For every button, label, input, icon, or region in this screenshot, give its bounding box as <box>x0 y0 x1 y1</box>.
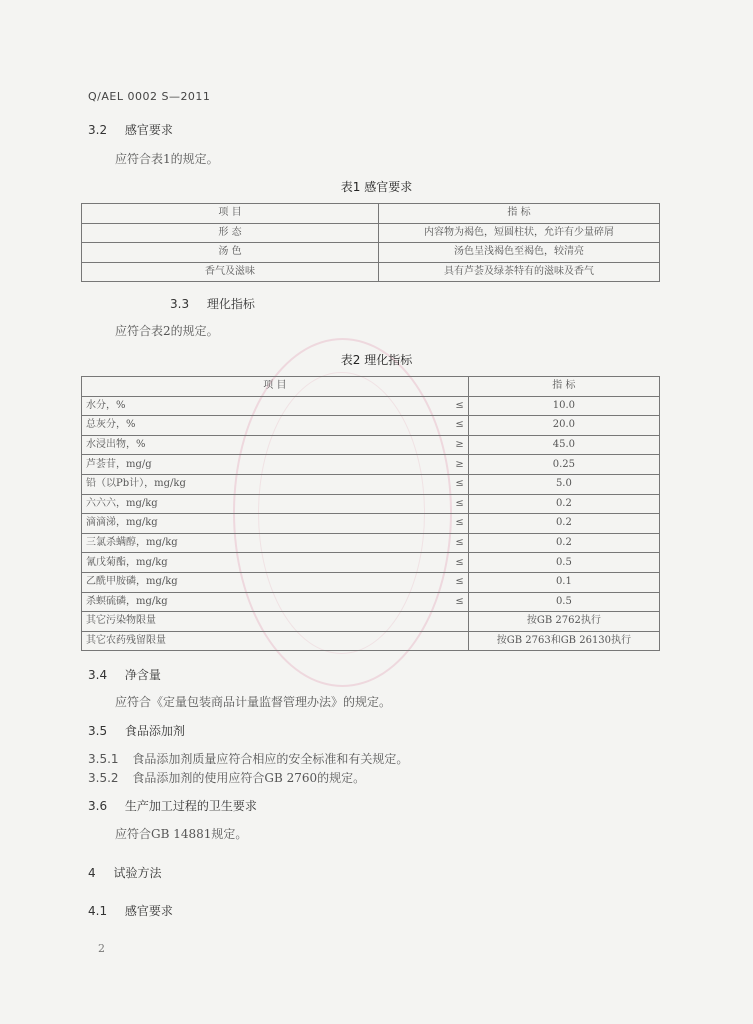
section-3-3-heading <box>170 295 255 312</box>
section-title: 理化指标 <box>206 297 255 311</box>
table-cell: 铅（以Pb计），mg/kg <box>82 474 440 494</box>
table-cell: 汤色呈浅褐色至褐色，较清亮 <box>379 243 660 263</box>
table-cell: ≤ <box>440 533 469 553</box>
table-cell: 0.5 <box>468 553 659 573</box>
table-row <box>82 631 660 651</box>
section-title: 食品添加剂 <box>124 724 185 738</box>
section-3-3-text: 应符合表2的规定。 <box>115 324 219 338</box>
table-cell: 总灰分，% <box>82 416 440 436</box>
section-title: 净含量 <box>124 668 161 682</box>
table-cell: 形 态 <box>82 223 379 243</box>
clause-text: 食品添加剂的使用应符合GB 2760的规定。 <box>132 771 366 785</box>
table-cell: 0.5 <box>468 592 659 612</box>
section-title: 试验方法 <box>113 866 162 880</box>
section-number: 3.4 <box>88 668 108 682</box>
section-title: 感官要求 <box>124 123 173 137</box>
table-cell: 氰戊菊酯，mg/kg <box>82 553 440 573</box>
table-cell: 三氯杀螨醇，mg/kg <box>82 533 440 553</box>
table-cell: ≥ <box>440 455 469 475</box>
table-cell: 0.25 <box>468 455 659 475</box>
table-row <box>82 592 660 612</box>
clause-3-5-1 <box>88 750 408 767</box>
section-4-heading <box>88 864 161 881</box>
table-cell: 按GB 2763和GB 26130执行 <box>468 631 659 651</box>
table-cell: 0.2 <box>468 533 659 553</box>
table-row <box>82 514 660 534</box>
table-cell: 汤 色 <box>82 243 379 263</box>
table-header-row <box>82 377 660 397</box>
table-cell: 45.0 <box>468 435 659 455</box>
clause-number: 3.5.1 <box>88 752 119 766</box>
table-row <box>82 416 660 436</box>
table-row <box>82 474 660 494</box>
clause-text: 食品添加剂质量应符合相应的安全标准和有关规定。 <box>132 752 409 766</box>
table-row <box>82 572 660 592</box>
section-3-6-text: 应符合GB 14881规定。 <box>115 827 248 841</box>
table-cell: ≤ <box>440 416 469 436</box>
table-cell: 滴滴涕，mg/kg <box>82 514 440 534</box>
table-cell: ≤ <box>440 592 469 612</box>
table1-sensory <box>81 203 660 282</box>
table-cell: 水浸出物，% <box>82 435 440 455</box>
table-cell: 0.1 <box>468 572 659 592</box>
table-cell: ≤ <box>440 396 469 416</box>
table-row <box>82 533 660 553</box>
section-number: 3.6 <box>88 799 108 813</box>
table-cell: 10.0 <box>468 396 659 416</box>
table-row <box>82 455 660 475</box>
table-cell: 香气及滋味 <box>82 262 379 282</box>
section-3-4-heading <box>88 666 161 683</box>
table-cell: 杀螟硫磷，mg/kg <box>82 592 440 612</box>
section-title: 感官要求 <box>124 904 173 918</box>
section-number: 3.3 <box>170 297 190 311</box>
table-cell: ≤ <box>440 474 469 494</box>
table1-caption: 表1 感官要求 <box>340 180 413 194</box>
section-4-1-heading <box>88 902 173 919</box>
section-number: 3.2 <box>88 123 108 137</box>
table-row <box>82 243 660 263</box>
section-number: 4.1 <box>88 904 108 918</box>
table-row <box>82 612 660 632</box>
section-3-2-text: 应符合表1的规定。 <box>115 152 219 166</box>
table-row <box>82 435 660 455</box>
table-row <box>82 223 660 243</box>
table-row <box>82 396 660 416</box>
table-cell: 其它污染物限量 <box>82 612 469 632</box>
section-3-4-text: 应符合《定量包装商品计量监督管理办法》的规定。 <box>115 695 392 709</box>
standard-code: Q/AEL 0002 S—2011 <box>88 90 211 103</box>
table-cell: 0.2 <box>468 514 659 534</box>
table-cell: ≤ <box>440 572 469 592</box>
table2-physicochemical <box>81 376 660 651</box>
section-title: 生产加工过程的卫生要求 <box>124 799 257 813</box>
table-cell: ≥ <box>440 435 469 455</box>
table-cell: 水分，% <box>82 396 440 416</box>
table-cell: 内容物为褐色，短圆柱状，允许有少量碎屑 <box>379 223 660 243</box>
section-number: 3.5 <box>88 724 108 738</box>
table-cell: 具有芦荟及绿茶特有的滋味及香气 <box>379 262 660 282</box>
table-row <box>82 262 660 282</box>
table-header-cell: 项 目 <box>82 377 469 397</box>
section-3-2-heading <box>88 121 173 138</box>
table-row <box>82 553 660 573</box>
table-cell: ≤ <box>440 494 469 514</box>
table-header-row <box>82 204 660 224</box>
table-cell: 0.2 <box>468 494 659 514</box>
table2-caption: 表2 理化指标 <box>340 353 413 367</box>
clause-3-5-2 <box>88 769 365 786</box>
page-number: 2 <box>98 942 105 955</box>
table-header-cell: 指 标 <box>379 204 660 224</box>
table-cell: 六六六，mg/kg <box>82 494 440 514</box>
table-header-cell: 项 目 <box>82 204 379 224</box>
table-cell: ≤ <box>440 553 469 573</box>
section-3-5-heading <box>88 722 185 739</box>
table-cell: 20.0 <box>468 416 659 436</box>
table-row <box>82 494 660 514</box>
table-cell: 其它农药残留限量 <box>82 631 469 651</box>
clause-number: 3.5.2 <box>88 771 119 785</box>
section-3-6-heading <box>88 797 257 814</box>
section-number: 4 <box>88 866 96 880</box>
table-cell: 乙酰甲胺磷，mg/kg <box>82 572 440 592</box>
table-cell: 芦荟苷，mg/g <box>82 455 440 475</box>
table-cell: ≤ <box>440 514 469 534</box>
table-header-cell: 指 标 <box>468 377 659 397</box>
table-cell: 5.0 <box>468 474 659 494</box>
table-cell: 按GB 2762执行 <box>468 612 659 632</box>
